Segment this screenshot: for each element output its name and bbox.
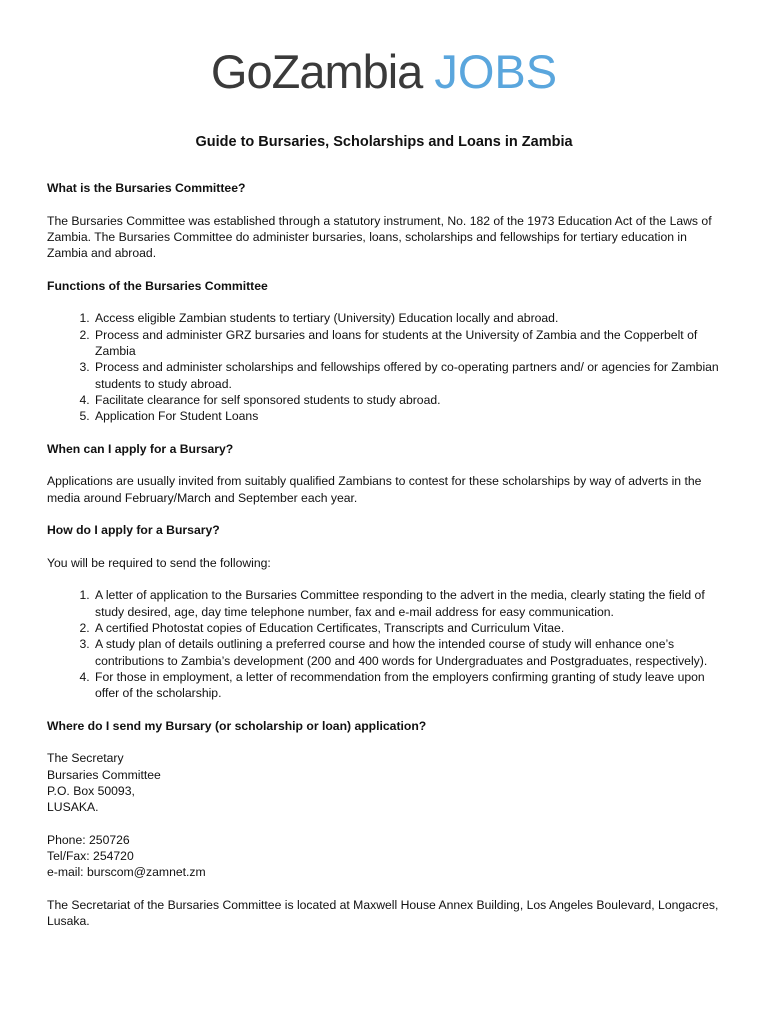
contact-block [47,832,727,881]
list-item: 1. Access eligible Zambian students to tertiary (University) Education locally and abroad. [93,310,727,326]
heading-when-apply: When can I apply for a Bursary? [47,441,234,456]
contact-telfax: Tel/Fax: 254720 [47,849,134,864]
logo-jobs-text: JOBS [434,45,558,98]
heading-functions: Functions of the Bursaries Committee [47,278,268,293]
paragraph-required-intro: You will be required to send the following: [47,555,271,570]
page-title: Guide to Bursaries, Scholarships and Loans in Zambia [195,134,573,150]
logo-brand-text: GoZambia [210,45,423,98]
document-body [47,180,727,946]
heading-where-send: Where do I send my Bursary (or scholarship or loan) application? [47,718,427,733]
list-item: 3. Process and administer scholarships and fellowships offered by co-operating partners and/ or agencies for Zambian students to study abroad. [93,359,727,392]
list-item: 4. For those in employment, a letter of recommendation from the employers confirming granting of study leave upon offer of the scholarship. [93,669,727,702]
address-line: The Secretary [47,751,124,766]
gozambia-jobs-logo [0,45,768,98]
paragraph-secretariat-location: The Secretariat of the Bursaries Committee is located at Maxwell House Annex Building, Los Angeles Boulevard, Longacres, Lusaka. [47,898,719,929]
paragraph-when-apply: Applications are usually invited from suitably qualified Zambians to contest for these scholarships by way of adverts in the media around February/March and September each year. [47,474,702,505]
contact-email: e-mail: burscom@zamnet.zm [47,865,206,880]
requirements-list [47,587,727,701]
paragraph-committee-description: The Bursaries Committee was established through a statutory instrument, No. 182 of the 1973 Education Act of the Laws of Zambia. The Bursaries Committee do administer bursaries, loans, scholarships and fellowships for tertiary education in Zambia and abroad. [47,213,712,261]
address-line: Bursaries Committee [47,767,161,782]
contact-phone: Phone: 250726 [47,832,130,847]
functions-list [47,310,727,424]
list-item: 2. A certified Photostat copies of Education Certificates, Transcripts and Curriculum Vitae. [93,620,727,636]
list-item: 2. Process and administer GRZ bursaries and loans for students at the University of Zambia and the Copperbelt of Zambia [93,327,727,360]
heading-what-is-committee: What is the Bursaries Committee? [47,181,246,195]
list-item: 1. A letter of application to the Bursaries Committee responding to the advert in the media, clearly stating the field of study desired, age, day time telephone number, fax and e-mail address for easy communication. [93,587,727,620]
list-item: 3. A study plan of details outlining a preferred course and how the intended course of study will enhance one’s contributions to Zambia’s development (200 and 400 words for Undergraduates and Postgraduates, respectively). [93,636,727,669]
address-block [47,750,727,815]
list-item: 5. Application For Student Loans [93,408,727,424]
list-item: 4. Facilitate clearance for self sponsored students to study abroad. [93,392,727,408]
heading-how-apply: How do I apply for a Bursary? [47,523,220,538]
address-line: LUSAKA. [47,800,99,815]
address-line: P.O. Box 50093, [47,783,135,798]
